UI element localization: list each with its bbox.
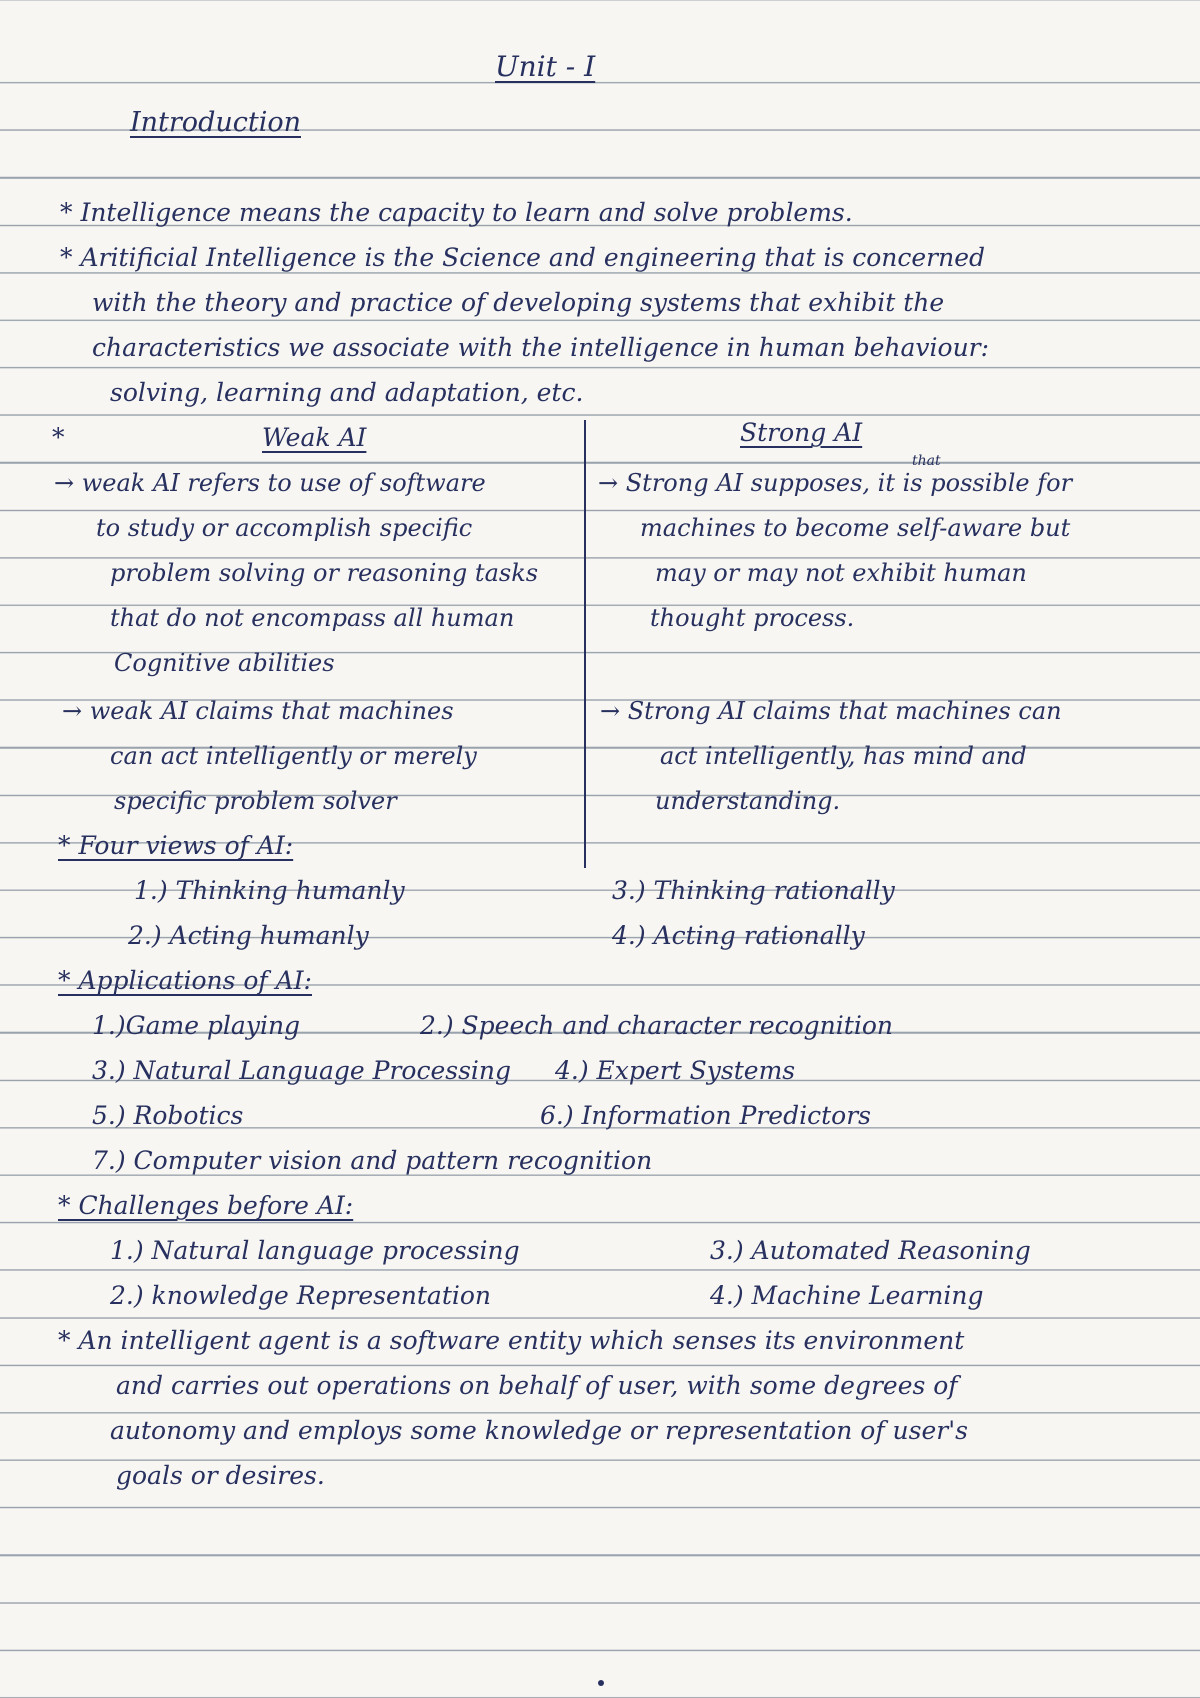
section-title: Introduction [130, 107, 301, 138]
strong-ai-heading: Strong AI [740, 418, 863, 447]
definition-line: solving, learning and adaptation, etc. [110, 378, 584, 407]
challenge-item: 4.) Machine Learning [710, 1281, 984, 1310]
weak-ai-point: that do not encompass all human [110, 604, 515, 632]
weak-ai-point: Cognitive abilities [114, 649, 335, 677]
challenge-item: 1.) Natural language processing [110, 1236, 520, 1265]
strong-ai-point: may or may not exhibit human [655, 559, 1027, 587]
view-item: 1.) Thinking humanly [134, 876, 405, 905]
ink-dot [598, 1680, 604, 1686]
view-item: 2.) Acting humanly [128, 921, 369, 950]
challenge-item: 2.) knowledge Representation [110, 1281, 492, 1310]
weak-ai-point: can act intelligently or merely [110, 742, 477, 770]
comparison-marker: * [52, 423, 65, 452]
four-views-heading: * Four views of AI: [58, 831, 294, 860]
view-item: 4.) Acting rationally [612, 921, 865, 950]
weak-ai-point: → weak AI claims that machines [62, 697, 454, 725]
strong-ai-point: thought process. [650, 604, 855, 632]
challenge-item: 3.) Automated Reasoning [710, 1236, 1031, 1265]
weak-ai-point: to study or accomplish specific [96, 514, 473, 542]
definition-line: characteristics we associate with the intelligence in human behaviour: [92, 333, 990, 362]
table-divider [584, 420, 586, 868]
definition-line: * Aritificial Intelligence is the Science and engineering that is concerned [60, 243, 986, 272]
application-item: 7.) Computer vision and pattern recognition [92, 1146, 653, 1175]
agent-definition-line: autonomy and employs some knowledge or representation of user's [110, 1416, 968, 1445]
application-item: 3.) Natural Language Processing [92, 1056, 512, 1085]
strong-ai-point: machines to become self-aware but [640, 514, 1071, 542]
agent-definition-line: goals or desires. [116, 1461, 325, 1490]
agent-definition-line: * An intelligent agent is a software entity which senses its environment [58, 1326, 965, 1355]
strong-ai-insert: that [912, 453, 941, 469]
view-item: 3.) Thinking rationally [612, 876, 895, 905]
definition-line: * Intelligence means the capacity to learn and solve problems. [60, 198, 853, 227]
strong-ai-point: → Strong AI supposes, it is possible for [598, 469, 1073, 497]
application-item: 6.) Information Predictors [540, 1101, 871, 1130]
challenges-heading: * Challenges before AI: [58, 1191, 354, 1220]
strong-ai-point: understanding. [655, 787, 841, 815]
strong-ai-point: → Strong AI claims that machines can [600, 697, 1062, 725]
weak-ai-heading: Weak AI [262, 423, 367, 452]
definition-line: with the theory and practice of developing systems that exhibit the [92, 288, 945, 317]
weak-ai-point: problem solving or reasoning tasks [110, 559, 539, 587]
application-item: 2.) Speech and character recognition [420, 1011, 893, 1040]
strong-ai-point: act intelligently, has mind and [660, 742, 1027, 770]
application-item: 4.) Expert Systems [555, 1056, 796, 1085]
agent-definition-line: and carries out operations on behalf of user, with some degrees of [116, 1371, 958, 1400]
weak-ai-point: → weak AI refers to use of software [54, 469, 486, 497]
application-item: 1.)Game playing [92, 1011, 301, 1040]
application-item: 5.) Robotics [92, 1101, 244, 1130]
weak-ai-point: specific problem solver [114, 787, 397, 815]
unit-title: Unit - I [495, 50, 596, 83]
applications-heading: * Applications of AI: [58, 966, 312, 995]
